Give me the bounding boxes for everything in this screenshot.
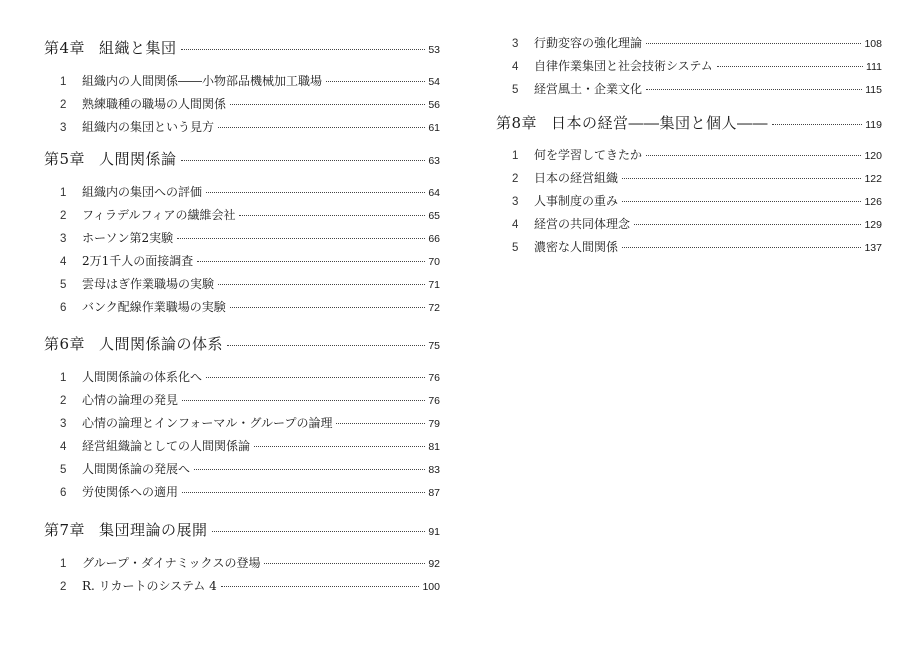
toc-section-entry bbox=[496, 192, 882, 209]
section-title bbox=[512, 34, 642, 51]
page-number: 72 bbox=[428, 302, 440, 314]
toc-chapter-entry bbox=[496, 112, 882, 133]
section-number: 4 bbox=[512, 61, 519, 73]
page-number: 91 bbox=[428, 526, 440, 538]
entry-title-text: 自律作業集団と社会技術システム bbox=[534, 59, 713, 73]
section-number: 3 bbox=[60, 122, 67, 134]
entry-title-text: 何を学習してきたか bbox=[534, 148, 643, 162]
toc-chapter-entry bbox=[44, 333, 440, 354]
page-number: 115 bbox=[865, 84, 882, 96]
page-number: 126 bbox=[864, 196, 882, 208]
toc-section-entry bbox=[44, 414, 440, 431]
entry-title-text: ホーソン第2実験 bbox=[82, 231, 174, 245]
page-number: 71 bbox=[428, 279, 440, 291]
toc-section-entry bbox=[44, 275, 440, 292]
entry-title-text: 人間関係論の体系 bbox=[99, 335, 224, 353]
page-number: 120 bbox=[864, 150, 882, 162]
section-title bbox=[60, 183, 202, 200]
dot-leader bbox=[622, 201, 861, 202]
dot-leader bbox=[218, 284, 425, 285]
section-title bbox=[512, 57, 713, 74]
page-number: 92 bbox=[428, 558, 440, 570]
toc-section-entry bbox=[44, 368, 440, 385]
section-number: 3 bbox=[512, 196, 519, 208]
entry-title-text: R. リカートのシステム 4 bbox=[82, 579, 217, 593]
entry-title-text: 人事制度の重み bbox=[534, 194, 619, 208]
section-title bbox=[60, 206, 235, 223]
section-title bbox=[512, 146, 642, 163]
section-title bbox=[60, 437, 250, 454]
section-title bbox=[512, 215, 630, 232]
chapter-title bbox=[44, 37, 177, 58]
dot-leader bbox=[717, 66, 863, 67]
page-number: 87 bbox=[428, 487, 440, 499]
dot-leader bbox=[230, 307, 426, 308]
page-number: 119 bbox=[865, 119, 882, 131]
page-number: 66 bbox=[428, 233, 440, 245]
dot-leader bbox=[239, 215, 425, 216]
dot-leader bbox=[227, 345, 425, 346]
page-number: 75 bbox=[428, 340, 440, 352]
dot-leader bbox=[177, 238, 425, 239]
page-number: 122 bbox=[864, 173, 882, 185]
page-number: 76 bbox=[428, 395, 440, 407]
dot-leader bbox=[646, 43, 861, 44]
dot-leader bbox=[336, 423, 425, 424]
toc-section-entry bbox=[44, 206, 440, 223]
toc-section-entry bbox=[44, 391, 440, 408]
dot-leader bbox=[254, 446, 425, 447]
toc-section-entry bbox=[496, 169, 882, 186]
dot-leader bbox=[772, 124, 862, 125]
toc-section-entry bbox=[44, 554, 440, 571]
entry-title-text: グループ・ダイナミックスの登場 bbox=[82, 556, 261, 570]
section-title bbox=[512, 80, 642, 97]
section-title bbox=[60, 577, 217, 594]
page-number: 53 bbox=[428, 44, 440, 56]
toc-section-entry bbox=[44, 483, 440, 500]
toc-section-entry bbox=[44, 460, 440, 477]
chapter-label: 第4章 bbox=[44, 39, 86, 57]
entry-title-text: 組織内の人間関係――小物部品機械加工職場 bbox=[82, 74, 323, 88]
page-number: 129 bbox=[864, 219, 882, 231]
entry-title-text: 組織と集団 bbox=[99, 39, 177, 57]
entry-title-text: 組織内の集団への評価 bbox=[82, 185, 203, 199]
section-number: 1 bbox=[512, 150, 519, 162]
chapter-title bbox=[44, 333, 223, 354]
entry-title-text: 2万1千人の面接調査 bbox=[82, 254, 194, 268]
section-number: 4 bbox=[60, 441, 67, 453]
page-number: 108 bbox=[864, 38, 882, 50]
toc-section-entry bbox=[44, 72, 440, 89]
section-number: 5 bbox=[512, 84, 519, 96]
dot-leader bbox=[646, 155, 861, 156]
section-number: 4 bbox=[512, 219, 519, 231]
page-number: 54 bbox=[428, 76, 440, 88]
section-number: 2 bbox=[60, 99, 67, 111]
entry-title-text: 心情の論理の発見 bbox=[82, 393, 179, 407]
entry-title-text: 人間関係論の体系化へ bbox=[82, 370, 203, 384]
section-number: 1 bbox=[60, 187, 67, 199]
section-number: 6 bbox=[60, 302, 67, 314]
toc-section-entry bbox=[44, 577, 440, 594]
dot-leader bbox=[181, 49, 426, 50]
entry-title-text: バンク配線作業職場の実験 bbox=[82, 300, 226, 314]
toc-section-entry bbox=[496, 146, 882, 163]
section-number: 5 bbox=[512, 242, 519, 254]
toc-section-entry bbox=[44, 95, 440, 112]
section-number: 3 bbox=[60, 233, 67, 245]
toc-section-entry bbox=[496, 80, 882, 97]
chapter-label: 第8章 bbox=[496, 114, 538, 132]
chapter-title bbox=[44, 519, 208, 540]
page-number: 64 bbox=[428, 187, 440, 199]
toc-section-entry bbox=[44, 298, 440, 315]
section-title bbox=[60, 391, 178, 408]
dot-leader bbox=[230, 104, 425, 105]
dot-leader bbox=[206, 377, 425, 378]
page-number: 79 bbox=[428, 418, 440, 430]
dot-leader bbox=[218, 127, 425, 128]
section-title bbox=[60, 460, 190, 477]
toc-section-entry bbox=[496, 238, 882, 255]
section-number: 2 bbox=[60, 581, 67, 593]
entry-title-text: 集団理論の展開 bbox=[99, 521, 208, 539]
section-title bbox=[512, 169, 618, 186]
entry-title-text: 日本の経営――集団と個人―― bbox=[551, 114, 769, 132]
page-number: 76 bbox=[428, 372, 440, 384]
page-number: 70 bbox=[428, 256, 440, 268]
entry-title-text: 人間関係論の発展へ bbox=[82, 462, 191, 476]
section-title bbox=[60, 298, 226, 315]
toc-section-entry bbox=[496, 215, 882, 232]
chapter-label: 第7章 bbox=[44, 521, 86, 539]
section-title bbox=[512, 238, 618, 255]
dot-leader bbox=[197, 261, 425, 262]
page-number: 56 bbox=[428, 99, 440, 111]
entry-title-text: 人間関係論 bbox=[99, 150, 177, 168]
dot-leader bbox=[206, 192, 425, 193]
section-number: 4 bbox=[60, 256, 67, 268]
toc-section-entry bbox=[44, 229, 440, 246]
section-title bbox=[60, 229, 173, 246]
page-number: 137 bbox=[864, 242, 882, 254]
section-title bbox=[60, 118, 214, 135]
page-number: 61 bbox=[428, 122, 440, 134]
dot-leader bbox=[622, 247, 861, 248]
dot-leader bbox=[182, 492, 425, 493]
dot-leader bbox=[212, 531, 426, 532]
toc-section-entry bbox=[496, 57, 882, 74]
page-number: 100 bbox=[422, 581, 440, 593]
section-number: 5 bbox=[60, 464, 67, 476]
entry-title-text: 組織内の集団という見方 bbox=[82, 120, 215, 134]
page-number: 81 bbox=[428, 441, 440, 453]
toc-section-entry bbox=[44, 252, 440, 269]
toc-section-entry bbox=[44, 183, 440, 200]
entry-title-text: 経営組織論としての人間関係論 bbox=[82, 439, 251, 453]
entry-title-text: 労使関係への適用 bbox=[82, 485, 179, 499]
dot-leader bbox=[326, 81, 425, 82]
entry-title-text: 日本の経営組織 bbox=[534, 171, 619, 185]
entry-title-text: 濃密な人間関係 bbox=[534, 240, 619, 254]
page-number: 65 bbox=[428, 210, 440, 222]
dot-leader bbox=[264, 563, 425, 564]
toc-chapter-entry bbox=[44, 148, 440, 169]
section-number: 2 bbox=[60, 395, 67, 407]
section-title bbox=[60, 554, 260, 571]
section-title bbox=[60, 368, 202, 385]
section-title bbox=[60, 483, 178, 500]
page-number: 83 bbox=[428, 464, 440, 476]
section-number: 1 bbox=[60, 76, 67, 88]
entry-title-text: 熟練職種の職場の人間関係 bbox=[82, 97, 227, 111]
section-title bbox=[60, 72, 322, 89]
toc-section-entry bbox=[496, 34, 882, 51]
toc-chapter-entry bbox=[44, 519, 440, 540]
toc-section-entry bbox=[44, 437, 440, 454]
dot-leader bbox=[646, 89, 862, 90]
dot-leader bbox=[221, 586, 420, 587]
section-number: 2 bbox=[512, 173, 519, 185]
dot-leader bbox=[634, 224, 861, 225]
page-number: 63 bbox=[428, 155, 440, 167]
section-title bbox=[60, 414, 332, 431]
section-title bbox=[512, 192, 618, 209]
chapter-title bbox=[44, 148, 177, 169]
section-number: 3 bbox=[512, 38, 519, 50]
section-number: 6 bbox=[60, 487, 67, 499]
section-number: 1 bbox=[60, 372, 67, 384]
entry-title-text: 経営風土・企業文化 bbox=[534, 82, 643, 96]
page-number: 111 bbox=[866, 61, 882, 73]
dot-leader bbox=[182, 400, 425, 401]
chapter-label: 第6章 bbox=[44, 335, 86, 353]
entry-title-text: 経営の共同体理念 bbox=[534, 217, 631, 231]
dot-leader bbox=[622, 178, 861, 179]
chapter-title bbox=[496, 112, 768, 133]
entry-title-text: 雲母はぎ作業職場の実験 bbox=[82, 277, 215, 291]
entry-title-text: 行動変容の強化理論 bbox=[534, 36, 643, 50]
toc-chapter-entry bbox=[44, 37, 440, 58]
section-title bbox=[60, 95, 226, 112]
dot-leader bbox=[194, 469, 425, 470]
entry-title-text: 心情の論理とインフォーマル・グループの論理 bbox=[82, 416, 333, 430]
section-title bbox=[60, 252, 193, 269]
chapter-label: 第5章 bbox=[44, 150, 86, 168]
section-title bbox=[60, 275, 214, 292]
section-number: 1 bbox=[60, 558, 67, 570]
entry-title-text: フィラデルフィアの繊維会社 bbox=[82, 208, 236, 222]
section-number: 3 bbox=[60, 418, 67, 430]
dot-leader bbox=[181, 160, 426, 161]
section-number: 5 bbox=[60, 279, 67, 291]
section-number: 2 bbox=[60, 210, 67, 222]
toc-section-entry bbox=[44, 118, 440, 135]
